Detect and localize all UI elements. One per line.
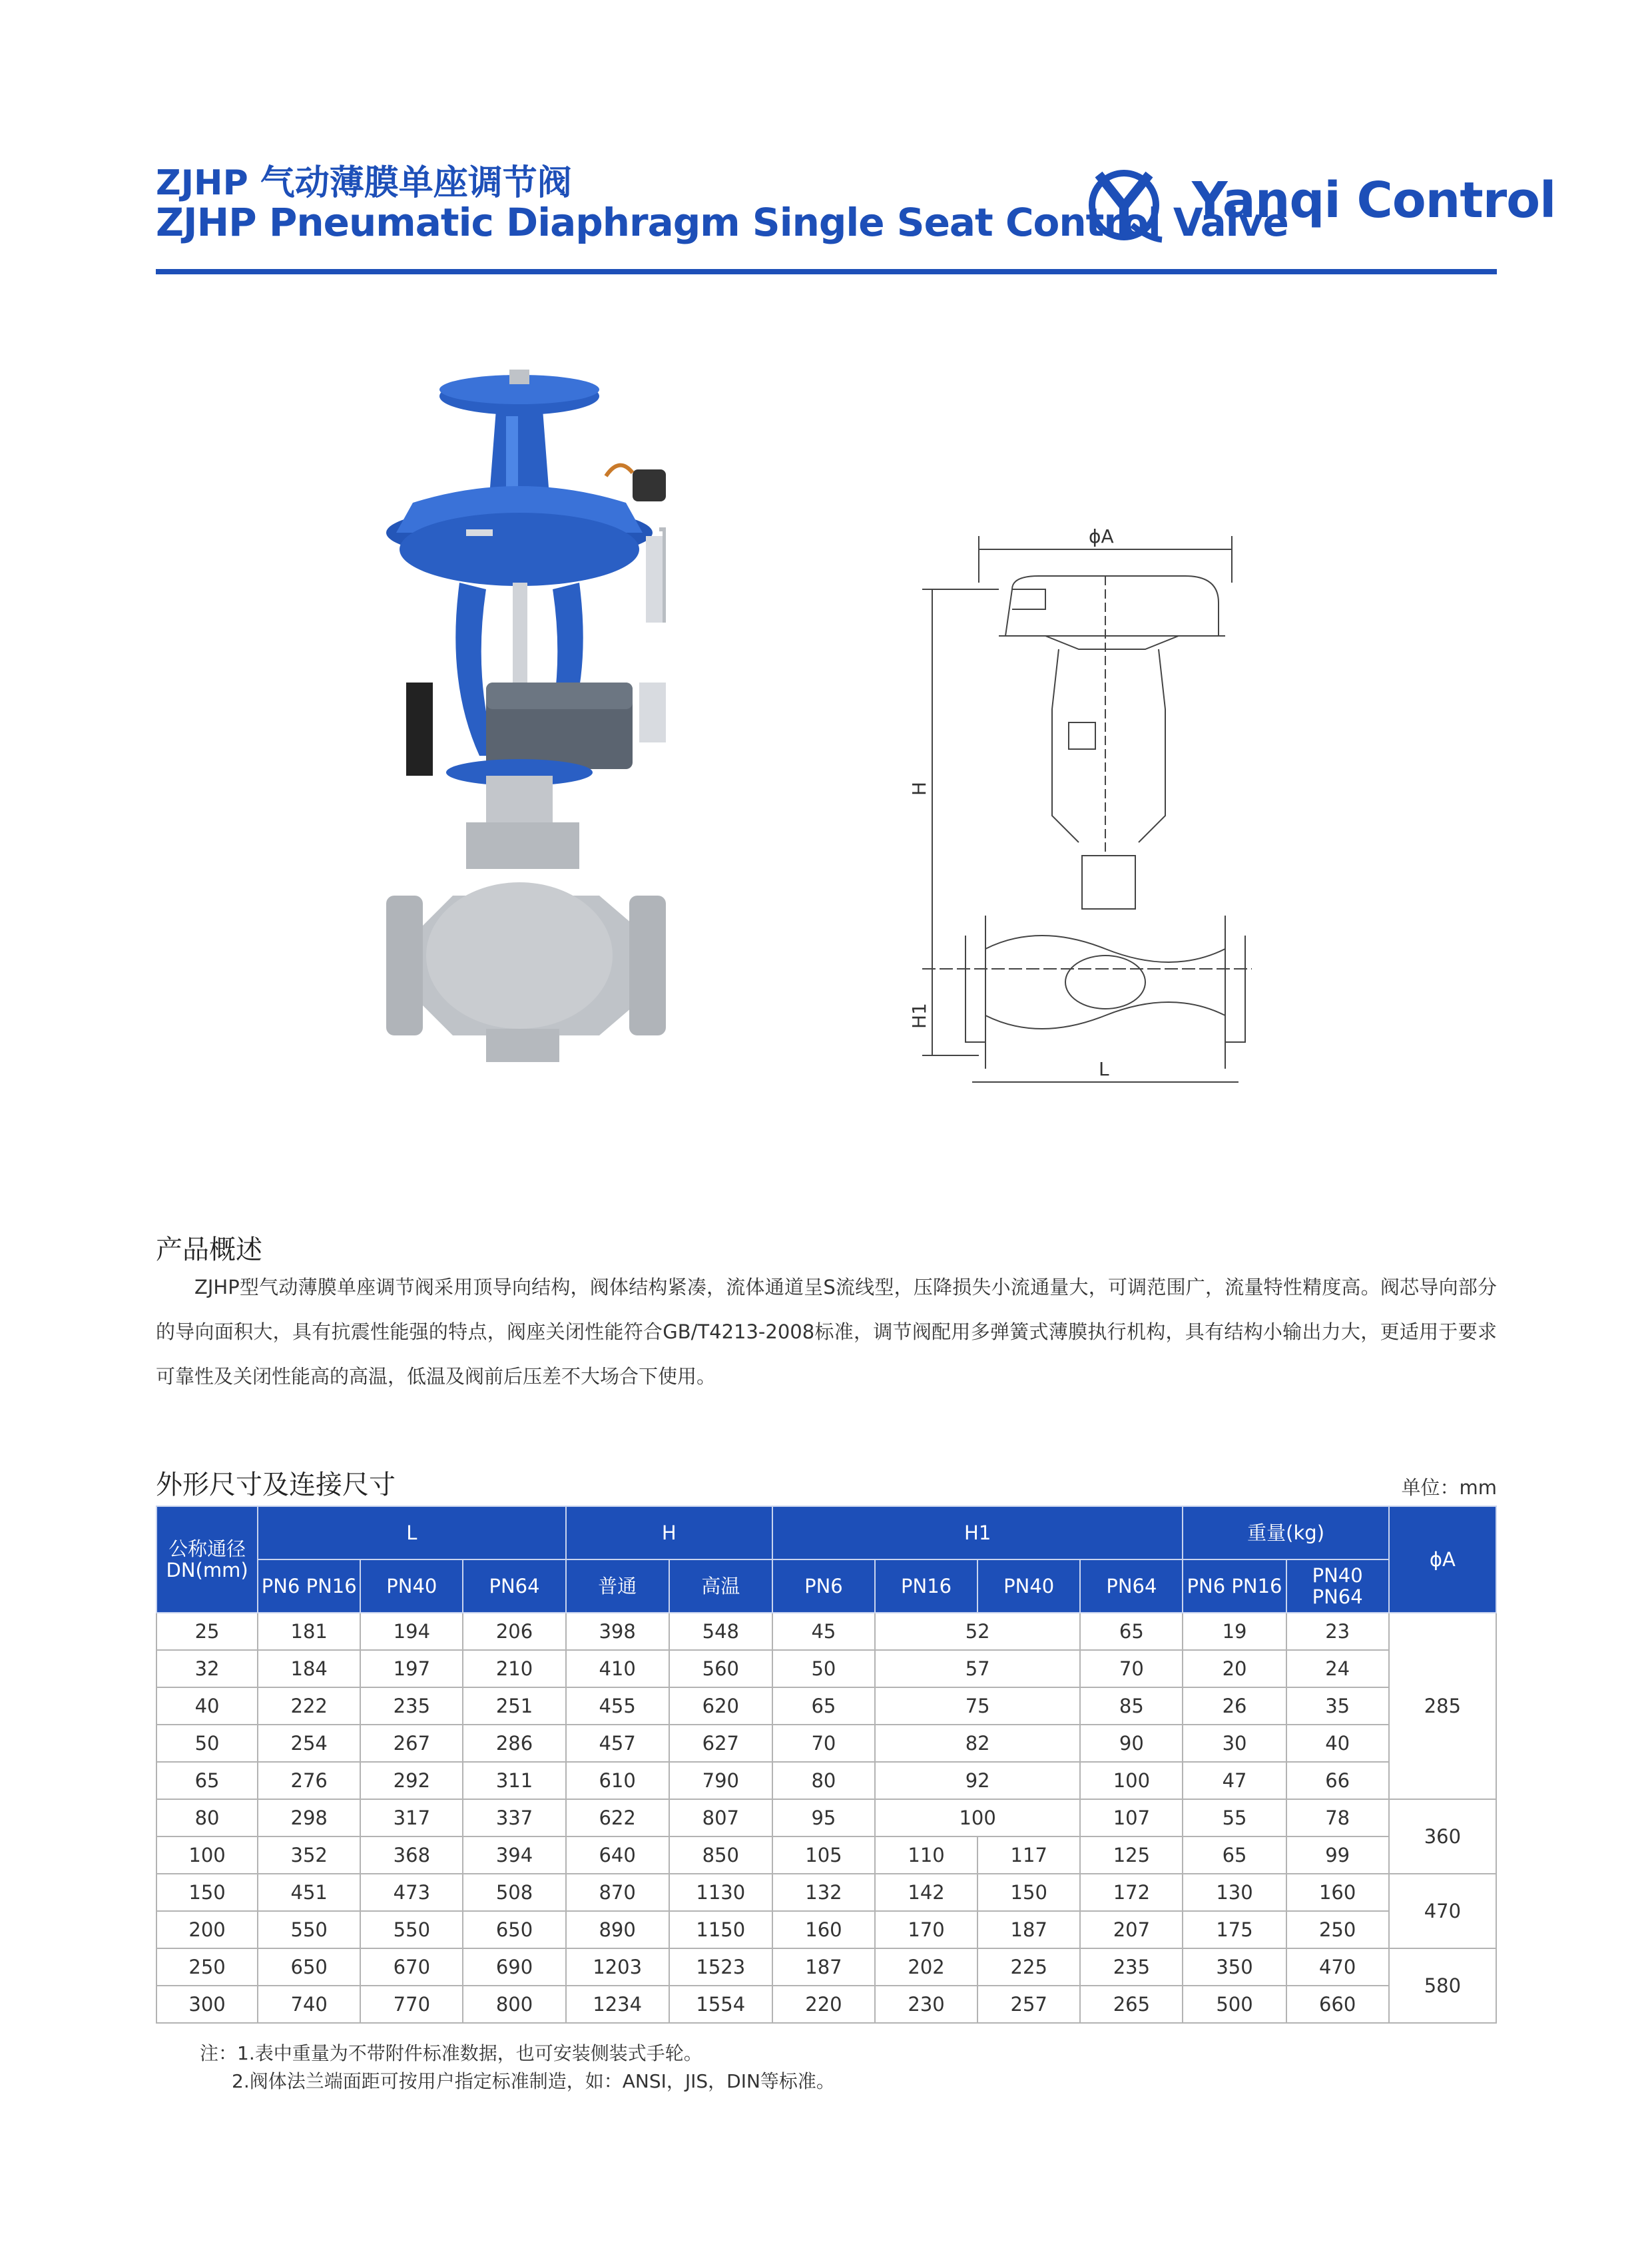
cell-dn: 50 [156,1725,258,1762]
cell-l-pn6-16: 352 [258,1836,360,1874]
cell-h1-pn64: 70 [1080,1650,1183,1687]
dimensions-table [156,1506,1497,2024]
valve-photo [386,370,666,1109]
cell-l-pn40: 194 [360,1613,463,1650]
cell-weight-pn40-64: 160 [1286,1874,1389,1911]
subheader-h-high-temp: 高温 [669,1559,772,1613]
yanqi-logo-icon [1085,165,1165,244]
cell-weight-pn40-64: 35 [1286,1687,1389,1725]
cell-weight-pn40-64: 23 [1286,1613,1389,1650]
subheader-weight-pn6-pn16: PN6 PN16 [1183,1559,1286,1613]
drawing-label-h1: H1 [908,1003,930,1029]
cell-h-normal: 457 [566,1725,669,1762]
table-row [156,1650,1496,1687]
cell-h1-pn6: 220 [772,1986,875,2023]
table-row [156,1613,1496,1650]
page-title-en: ZJHP Pneumatic Diaphragm Single Seat Control Valve [156,200,1288,245]
cell-h1-pn64: 265 [1080,1986,1183,2023]
cell-h1-pn64: 100 [1080,1762,1183,1799]
cell-l-pn6-16: 650 [258,1948,360,1986]
cell-l-pn6-16: 451 [258,1874,360,1911]
cell-h1-pn6: 132 [772,1874,875,1911]
cell-h1-pn16-pn40: 82 [875,1725,1080,1762]
cell-l-pn6-16: 184 [258,1650,360,1687]
cell-h-high: 560 [669,1650,772,1687]
cell-h-high: 620 [669,1687,772,1725]
subheader-h-normal: 普通 [566,1559,669,1613]
cell-l-pn40: 317 [360,1799,463,1836]
cell-h1-pn16-pn40: 75 [875,1687,1080,1725]
cell-l-pn64: 690 [463,1948,565,1986]
drawing-label-phi-a: ϕA [1089,525,1114,547]
cell-h-normal: 640 [566,1836,669,1874]
cell-h1-pn16-pn40: 57 [875,1650,1080,1687]
cell-dn: 32 [156,1650,258,1687]
note-line-2: 2.阀体法兰端面距可按用户指定标准制造，如：ANSI，JIS，DIN等标准。 [232,2070,835,2092]
cell-h-normal: 1203 [566,1948,669,1986]
cell-h1-pn16: 170 [875,1911,977,1948]
subheader-l-pn64: PN64 [463,1559,565,1613]
cell-l-pn40: 670 [360,1948,463,1986]
brand-name: Yanqi Control [1192,172,1556,229]
cell-dn: 80 [156,1799,258,1836]
cell-h-high: 1554 [669,1986,772,2023]
subheader-l-pn6-pn16: PN6 PN16 [258,1559,360,1613]
cell-l-pn64: 394 [463,1836,565,1874]
cell-h-high: 1523 [669,1948,772,1986]
cell-h1-pn6: 70 [772,1725,875,1762]
table-row [156,1836,1496,1874]
cell-l-pn40: 267 [360,1725,463,1762]
cell-h1-pn64: 207 [1080,1911,1183,1948]
table-row [156,1911,1496,1948]
cell-dn: 100 [156,1836,258,1874]
subheader-h1-pn40: PN40 [977,1559,1080,1613]
cell-h-normal: 1234 [566,1986,669,2023]
cell-h1-pn6: 50 [772,1650,875,1687]
cell-h1-pn16: 202 [875,1948,977,1986]
cell-weight-pn40-64: 24 [1286,1650,1389,1687]
cell-dn: 300 [156,1986,258,2023]
cell-weight-pn6-16: 350 [1183,1948,1286,1986]
cell-l-pn40: 235 [360,1687,463,1725]
cell-h-normal: 455 [566,1687,669,1725]
cell-phi-a: 285 [1389,1613,1496,1799]
cell-l-pn40: 197 [360,1650,463,1687]
cell-dn: 200 [156,1911,258,1948]
cell-l-pn40: 473 [360,1874,463,1911]
dimension-drawing [906,509,1278,1095]
cell-h1-pn16-pn40: 92 [875,1762,1080,1799]
table-row [156,1762,1496,1799]
cell-weight-pn6-16: 500 [1183,1986,1286,2023]
cell-h-normal: 610 [566,1762,669,1799]
cell-weight-pn6-16: 175 [1183,1911,1286,1948]
overview-title: 产品概述 [156,1235,262,1265]
cell-weight-pn6-16: 130 [1183,1874,1286,1911]
cell-h1-pn6: 65 [772,1687,875,1725]
cell-l-pn64: 311 [463,1762,565,1799]
cell-l-pn64: 286 [463,1725,565,1762]
cell-weight-pn6-16: 65 [1183,1836,1286,1874]
cell-weight-pn40-64: 66 [1286,1762,1389,1799]
cell-l-pn64: 251 [463,1687,565,1725]
cell-l-pn40: 770 [360,1986,463,2023]
header-dn: 公称通径 DN(mm) [156,1506,258,1613]
cell-l-pn6-16: 740 [258,1986,360,2023]
cell-l-pn64: 206 [463,1613,565,1650]
cell-l-pn40: 292 [360,1762,463,1799]
header-h: H [566,1506,772,1559]
cell-h-normal: 398 [566,1613,669,1650]
cell-phi-a: 580 [1389,1948,1496,2023]
cell-h-normal: 410 [566,1650,669,1687]
cell-phi-a: 360 [1389,1799,1496,1874]
cell-h1-pn64: 90 [1080,1725,1183,1762]
subheader-h1-pn16: PN16 [875,1559,977,1613]
cell-h1-pn64: 85 [1080,1687,1183,1725]
cell-dn: 65 [156,1762,258,1799]
cell-h1-pn40: 257 [977,1986,1080,2023]
cell-weight-pn40-64: 99 [1286,1836,1389,1874]
cell-l-pn6-16: 181 [258,1613,360,1650]
cell-weight-pn40-64: 660 [1286,1986,1389,2023]
cell-weight-pn40-64: 78 [1286,1799,1389,1836]
cell-h-high: 807 [669,1799,772,1836]
cell-h1-pn6: 80 [772,1762,875,1799]
cell-h-high: 1130 [669,1874,772,1911]
page-title-cn: ZJHP 气动薄膜单座调节阀 [156,163,572,203]
table-row [156,1986,1496,2023]
cell-h1-pn64: 172 [1080,1874,1183,1911]
cell-l-pn40: 368 [360,1836,463,1874]
cell-h1-pn64: 125 [1080,1836,1183,1874]
cell-weight-pn6-16: 20 [1183,1650,1286,1687]
cell-weight-pn40-64: 470 [1286,1948,1389,1986]
cell-h1-pn6: 187 [772,1948,875,1986]
cell-weight-pn40-64: 250 [1286,1911,1389,1948]
header-divider [156,269,1497,274]
cell-h1-pn6: 45 [772,1613,875,1650]
cell-h1-pn40: 187 [977,1911,1080,1948]
cell-weight-pn6-16: 30 [1183,1725,1286,1762]
drawing-label-l: L [1099,1058,1109,1080]
cell-weight-pn6-16: 55 [1183,1799,1286,1836]
cell-weight-pn40-64: 40 [1286,1725,1389,1762]
cell-l-pn6-16: 550 [258,1911,360,1948]
header-weight: 重量(kg) [1183,1506,1388,1559]
table-row [156,1948,1496,1986]
cell-l-pn64: 210 [463,1650,565,1687]
dimensions-title: 外形尺寸及连接尺寸 [156,1470,396,1500]
cell-dn: 150 [156,1874,258,1911]
cell-l-pn64: 337 [463,1799,565,1836]
cell-h1-pn16-pn40: 100 [875,1799,1080,1836]
header-l: L [258,1506,565,1559]
subheader-h1-pn64: PN64 [1080,1559,1183,1613]
cell-h1-pn64: 65 [1080,1613,1183,1650]
cell-l-pn6-16: 254 [258,1725,360,1762]
cell-weight-pn6-16: 19 [1183,1613,1286,1650]
cell-weight-pn6-16: 47 [1183,1762,1286,1799]
unit-label: 单位：mm [1401,1476,1497,1499]
cell-dn: 40 [156,1687,258,1725]
cell-h-normal: 890 [566,1911,669,1948]
cell-h-high: 627 [669,1725,772,1762]
cell-h1-pn16: 142 [875,1874,977,1911]
cell-h-high: 548 [669,1613,772,1650]
header-phi-a: ϕA [1389,1506,1496,1613]
overview-text: ZJHP型气动薄膜单座调节阀采用顶导向结构，阀体结构紧凑，流体通道呈S流线型，压降损失小流通量大，可调范围广，流量特性精度高。阀芯导向部分的导向面积大，具有抗震性能强的特点，阀座关闭性能符合GB/T4213-2008标准，调节阀配用多弹簧式薄膜执行机构，具有结构小输出力大，更适用于要求可靠性及关闭性能高的高温，低温及阀前后压差不大场合下使用。 [156,1276,1497,1388]
cell-h-normal: 622 [566,1799,669,1836]
cell-phi-a: 470 [1389,1874,1496,1948]
table-row [156,1799,1496,1836]
subheader-h1-pn6: PN6 [772,1559,875,1613]
table-row [156,1874,1496,1911]
cell-h-high: 850 [669,1836,772,1874]
subheader-l-pn40: PN40 [360,1559,463,1613]
cell-h1-pn64: 107 [1080,1799,1183,1836]
cell-l-pn64: 508 [463,1874,565,1911]
table-row [156,1725,1496,1762]
table-row [156,1687,1496,1725]
cell-h1-pn6: 105 [772,1836,875,1874]
cell-h1-pn40: 117 [977,1836,1080,1874]
cell-h1-pn64: 235 [1080,1948,1183,1986]
cell-l-pn64: 800 [463,1986,565,2023]
cell-h-high: 1150 [669,1911,772,1948]
cell-l-pn6-16: 298 [258,1799,360,1836]
subheader-weight-pn40-pn64: PN40 PN64 [1286,1559,1389,1613]
cell-h1-pn6: 160 [772,1911,875,1948]
cell-l-pn6-16: 222 [258,1687,360,1725]
cell-dn: 250 [156,1948,258,1986]
cell-dn: 25 [156,1613,258,1650]
cell-h1-pn40: 225 [977,1948,1080,1986]
cell-h1-pn40: 150 [977,1874,1080,1911]
cell-l-pn64: 650 [463,1911,565,1948]
cell-l-pn40: 550 [360,1911,463,1948]
header-h1: H1 [772,1506,1183,1559]
cell-h-high: 790 [669,1762,772,1799]
cell-h1-pn6: 95 [772,1799,875,1836]
drawing-label-h: H [908,781,930,796]
cell-l-pn6-16: 276 [258,1762,360,1799]
note-line-1: 注：1.表中重量为不带附件标准数据，也可安装侧装式手轮。 [200,2042,702,2064]
cell-h-normal: 870 [566,1874,669,1911]
cell-h1-pn16: 110 [875,1836,977,1874]
cell-weight-pn6-16: 26 [1183,1687,1286,1725]
cell-h1-pn16: 230 [875,1986,977,2023]
cell-h1-pn16-pn40: 52 [875,1613,1080,1650]
